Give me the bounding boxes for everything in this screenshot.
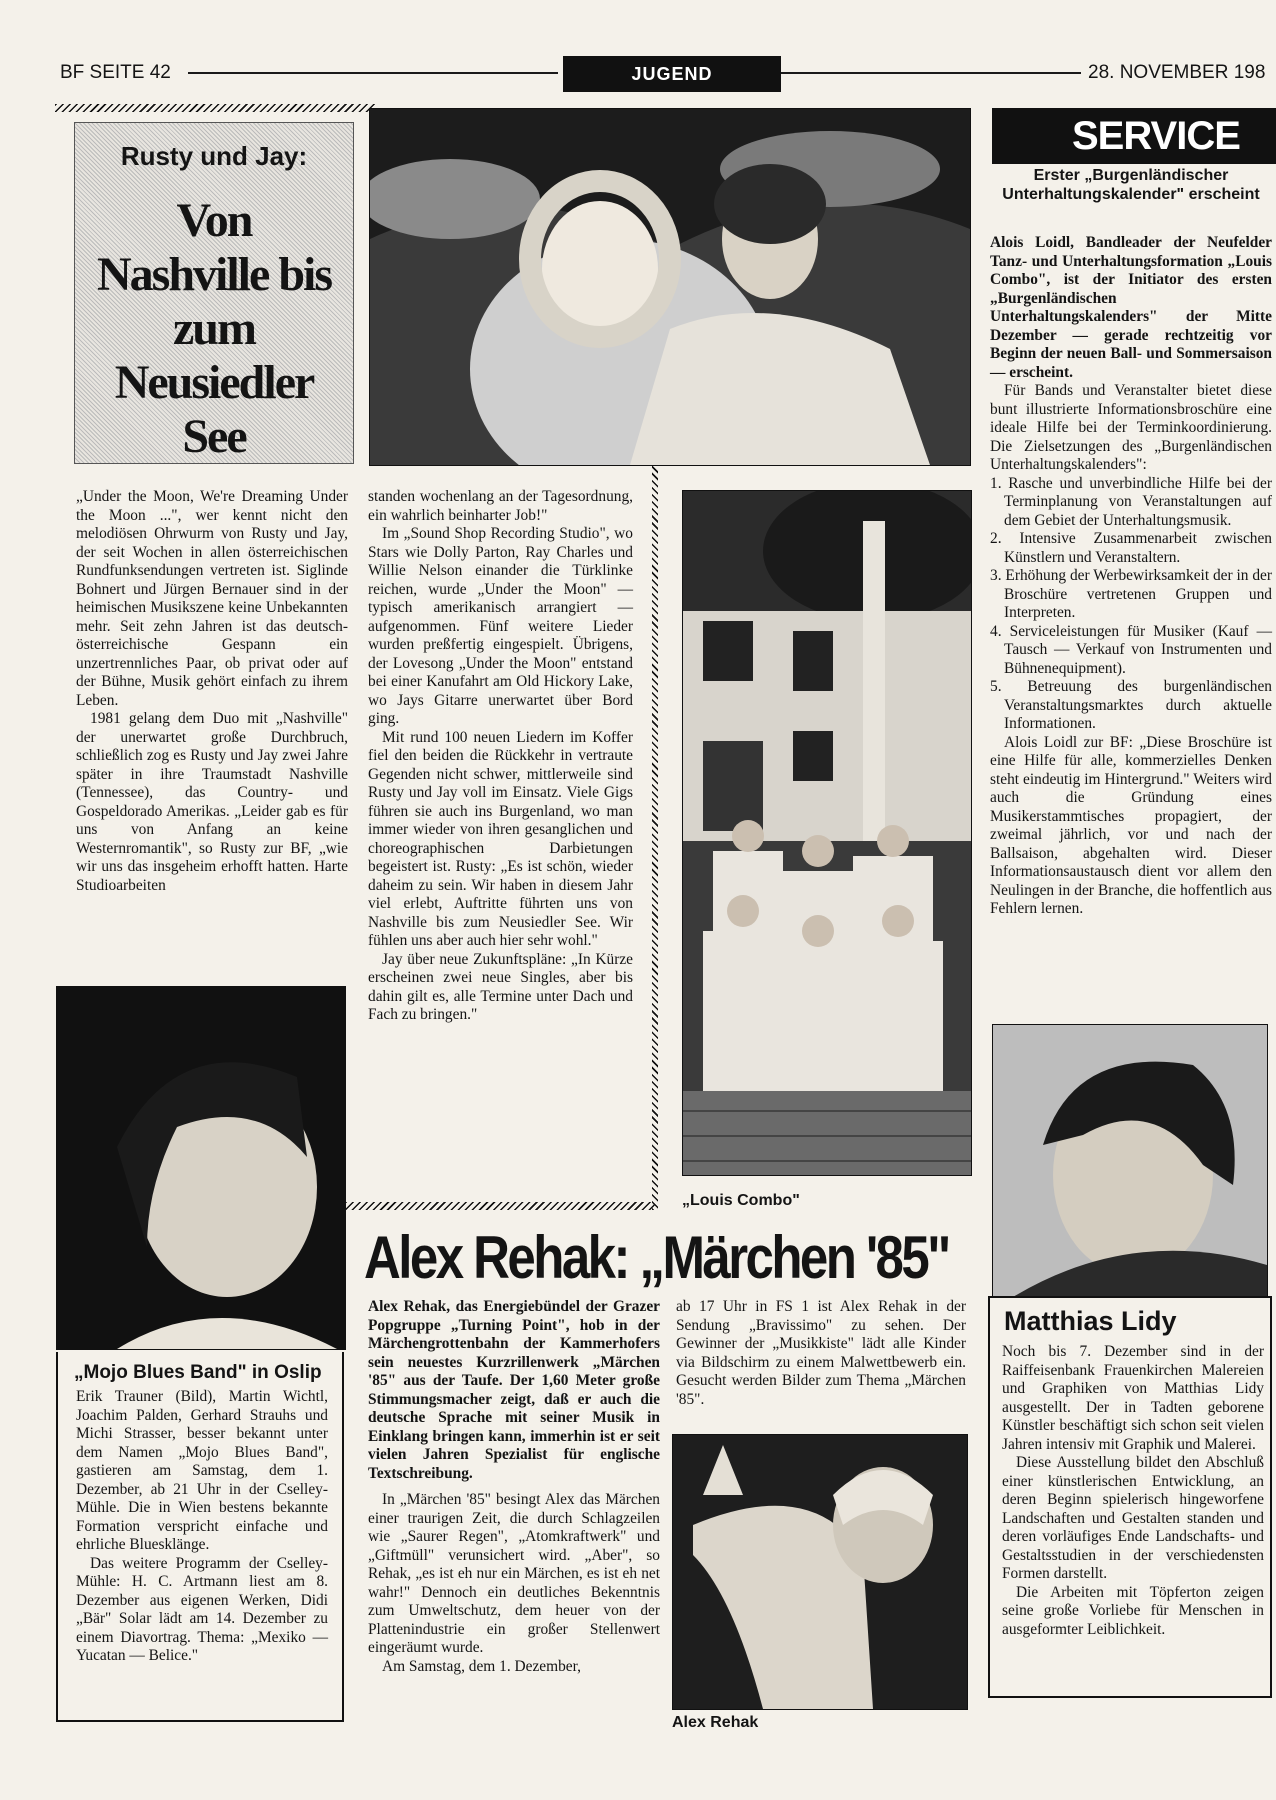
service-item: 5. Betreuung des burgenländischen Veranstaltungsmarktes durch aktuelle Informationen. — [990, 678, 1272, 732]
rusty-paragraph: standen wochenlang an der Tagesordnung, ein wahrlich beinharter Job!" — [368, 488, 633, 524]
mojo-paragraph: Das weitere Programm der Cselley-Mühle: H. C. Artmann liest am 8. Dezember aus eigenen Werken, Didi „Bär" Solar lädt am 14. Dezember zu einem Diavortrag. Thema: „Mexiko — Yucatan — Belice." — [76, 1554, 328, 1664]
rusty-headline-box — [74, 122, 354, 464]
lidy-box — [988, 1296, 1272, 1698]
rusty-kicker: Rusty und Jay: — [120, 141, 308, 171]
alex-photo — [672, 1434, 968, 1710]
service-outro: Alois Loidl zur BF: „Diese Broschüre ist eine Hilfe für alle, kommerzielles Denken steht eindeutig im Hintergrund." Weiters wird auch die Gründung eines Musikerstammtisches propagiert, der zweimal jährlich, vor und nach der Ballsaison, abgehalten wird. Dieser Informationsaustausch dient vor allem den Neulingen in der Branche, die hoffentlich aus Fehlern lernen. — [990, 733, 1272, 917]
louis-combo-photo — [682, 490, 972, 1176]
rusty-paragraph: „Under the Moon, We're Dreaming Under the Moon ...", wer kennt nicht den melodiösen Ohrwurm von Rusty und Jay, der seit Wochen in allen österreichischen Rundfunksendungen vertreten ist. Siglinde Bohnert und Jürgen Bernauer sind in der heimischen Musikszene keine Unbekannten mehr. Seit zehn Jahren ist das deutsch-österreichische Gespann ein unzertrennliches Paar, ob privat oder auf der Bühne, Musik gehört einfach zu ihrem Leben. — [76, 488, 348, 709]
rusty-column-2 — [368, 488, 633, 1025]
alex-col2-text: ab 17 Uhr in FS 1 ist Alex Rehak in der Sendung „Bravissimo" zu sehen. Der Gewinner der „Musikkiste" lädt alle Kinder via Bildschirm zu einem Malwettbewerb ein. Gesucht werden Bilder zum Thema „Märchen '85". — [676, 1298, 966, 1408]
mojo-body — [58, 1388, 342, 1666]
service-lead: Alois Loidl, Bandleader der Neufelder Tanz- und Unterhaltungsformation „Louis Combo", ist der Initiator des ersten „Burgenländischen Unterhaltungskalenders" der Mitte Dezember — gerade rechtzeitig vor Beginn der neuen Ball- und Sommersaison — erscheint. — [990, 234, 1272, 381]
service-item: 2. Intensive Zusammenarbeit zwischen Künstlern und Veranstaltern. — [990, 530, 1272, 566]
service-item: 4. Serviceleistungen für Musiker (Kauf — Tausch — Verkauf von Instrumenten und Bühnenequipment). — [990, 622, 1272, 677]
alex-lead: Alex Rehak, das Energiebündel der Grazer Popgruppe „Turning Point", hob in der Märchengrottenbahn der Kammerhofers sein neuestes Kurzrillenwerk „Märchen '85" aus der Taufe. Der 1,60 Meter große Stimmungsmacher zeigt, daß er auch die deutsche Sprache mit seiner Musik in Einklang bringen kann, immerhin ist er seit vielen Jahren Spezialist für englische Textschreibung. — [368, 1298, 660, 1482]
service-item: 1. Rasche und unverbindliche Hilfe bei der Terminplanung von Veranstaltungen auf dem Gebiet der Unterhaltungsmusik. — [990, 474, 1272, 529]
service-banner — [992, 108, 1276, 164]
lidy-photo — [992, 1024, 1268, 1298]
service-subhead: Erster „Burgenländischer Unterhaltungskalender" erscheint — [1002, 167, 1260, 203]
section-label — [563, 56, 781, 92]
header-rule-left — [188, 72, 558, 74]
service-body — [990, 234, 1272, 919]
rusty-frame-divider — [652, 462, 658, 1210]
mojo-paragraph: Erik Trauner (Bild), Martin Wichtl, Joachim Palden, Gerhard Strauhs und Michi Strasser, besser bekannt unter dem Namen „Mojo Blues Band", gastieren am Samstag, dem 1. Dezember, ab 21 Uhr in der Cselley-Mühle. Die in Wien bestens bekannte Formation verspricht einfache und ehrliche Bluesklänge. — [76, 1388, 328, 1553]
rusty-frame-top — [55, 104, 375, 112]
lidy-paragraph: Diese Ausstellung bildet den Abschluß einer künstlerischen Entwicklung, an deren Beginn spielerisch hingeworfene Landschaften und Gestalten standen und deren vorläufiges Ende Landschafts- und Gestaltsstudien in der verschiedensten Formen darstellt. — [1002, 1454, 1264, 1582]
alex-column-1 — [368, 1298, 660, 1676]
service-intro: Für Bands und Veranstalter bietet diese bunt illustrierte Informationsbroschüre eine ideale Hilfe bei der Terminkoordinierung. Die Zielsetzungen des „Burgenländischen Unterhaltungskalenders": — [990, 382, 1272, 473]
rusty-frame-bottom — [345, 1202, 655, 1210]
lidy-paragraph: Die Arbeiten mit Töpferton zeigen seine große Vorliebe für Menschen in ausgeformter Leiblichkeit. — [1002, 1583, 1264, 1638]
rusty-paragraph: 1981 gelang dem Duo mit „Nashville" der unerwartet große Durchbruch, schließlich zog es Rusty und Jay zwei Jahre später in ihre Traumstadt Nashville (Tennessee), das Country- und Gospeldorado Amerikas. „Leider gab es für uns von Anfang an keine Westernromantik", so Rusty zur BF, „wie wir uns das insgeheim erhofft hatten. Harte Studioarbeiten — [76, 710, 348, 894]
service-item: 3. Erhöhung der Werbewirksamkeit der in der Broschüre vertretenen Gruppen und Interpreten. — [990, 567, 1272, 621]
header-rule-right — [781, 72, 1081, 74]
service-banner-text: SERVICE — [1072, 114, 1240, 158]
rusty-paragraph: Im „Sound Shop Recording Studio", wo Stars wie Dolly Parton, Ray Charles und Willie Nelson einander die Türklinke reichen, wurde „Under the Moon" — typisch amerikanisch arrangiert — aufgenommen. Fünf weitere Lieder wurden preßfertig eingespielt. Übrigens, der Lovesong „Under the Moon" entstand bei einer Kanufahrt am Old Hickory Lake, wo Jays Gitarre unerwartet über Bord ging. — [368, 525, 633, 727]
alex-column-2 — [676, 1298, 966, 1409]
alex-headline: Alex Rehak: „Märchen '85" — [364, 1224, 949, 1291]
alex-photo-caption: Alex Rehak — [672, 1714, 759, 1731]
rusty-jay-photo — [369, 108, 971, 466]
louis-combo-caption: „Louis Combo" — [682, 1192, 800, 1209]
mojo-box — [56, 1352, 344, 1722]
page-folio: BF SEITE 42 — [60, 62, 171, 83]
section-label-text: JUGEND — [631, 64, 713, 84]
mojo-photo — [56, 986, 346, 1350]
lidy-caption: Matthias Lidy — [1004, 1306, 1177, 1336]
mojo-caption: „Mojo Blues Band" in Oslip — [74, 1362, 322, 1383]
alex-body: In „Märchen '85" besingt Alex das Märchen einer traurigen Zeit, die durch Schlagzeilen wie „Saurer Regen", „Atomkraftwerk" und „Giftmüll" verunsichert wird. „Aber", so Rehak, „es ist eh nur ein Märchen, es ist eh net wahr!" Dennoch ein deutliches Bekenntnis zum Umweltschutz, dem heuer von der Plattenindustrie ein großer Stellenwert eingeräumt wurde. — [368, 1491, 660, 1656]
rusty-headline: Von Nashville bis zum Neusiedler See — [96, 194, 332, 463]
lidy-paragraph: Noch bis 7. Dezember sind in der Raiffeisenbank Frauenkirchen Malereien und Graphiken von Matthias Lidy ausgestellt. Der in Tadten geborene Künstler beschäftigt sich schon seit vielen Jahren intensiv mit Graphik und Malerei. — [1002, 1343, 1264, 1453]
rusty-paragraph: Mit rund 100 neuen Liedern im Koffer fiel den beiden die Rückkehr in vertraute Gegenden nicht schwer, mittlerweile sind Rusty und Jay voll im Einsatz. Viele Gigs führen sie auch ins Burgenland, wo man immer wieder von ihren gesanglichen und choreographischen Darbietungen begeistert ist. Rusty: „Es ist schön, wieder daheim zu sein. Wir haben in diesem Jahr viel erlebt, Auftritte führten uns von Nashville bis zum Neusiedler See. Wir fühlen uns aber auch hier sehr wohl." — [368, 728, 633, 949]
lidy-body — [990, 1343, 1270, 1639]
alex-tail: Am Samstag, dem 1. Dezember, — [382, 1657, 581, 1675]
rusty-paragraph: Jay über neue Zukunftspläne: „In Kürze erscheinen zwei neue Singles, aber bis dahin gilt es, alle Termine unter Dach und Fach zu bringen." — [368, 950, 633, 1023]
rusty-column-1 — [76, 488, 348, 895]
page-date: 28. NOVEMBER 198 — [1088, 62, 1266, 83]
